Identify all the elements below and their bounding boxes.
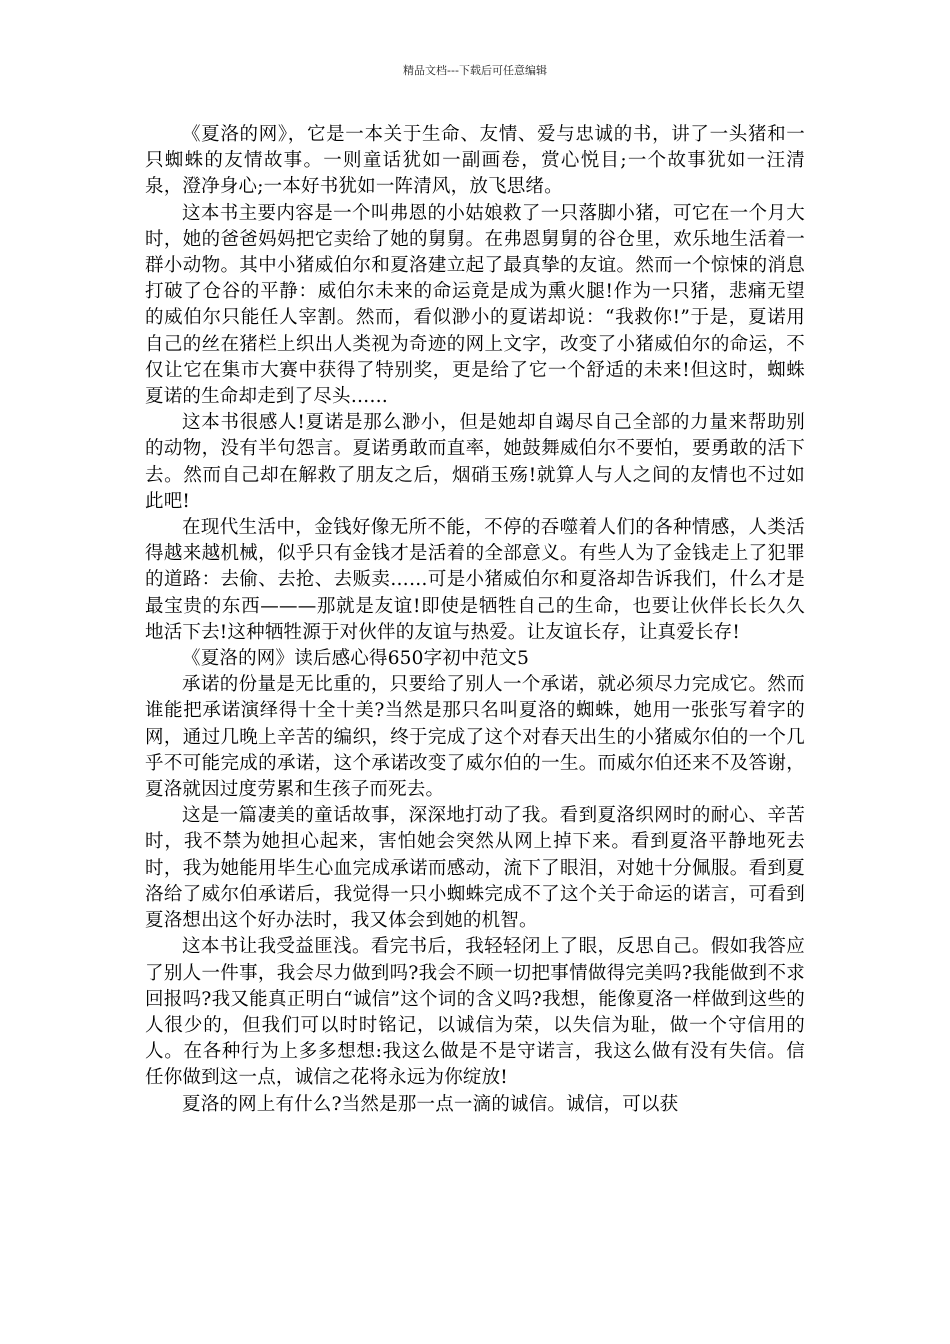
section-heading: 《夏洛的网》读后感心得650字初中范文5 — [182, 648, 530, 670]
paragraph-modern-life: 在现代生活中，金钱好像无所不能，不停的吞噬着人们的各种情感，人类活得越来越机械，似乎只有金钱才是活着的全部意义。有些人为了金钱走上了犯罪的道路：去偷、去抢、去贩卖……可是小猪威伯尔和夏洛却告诉我们，什么才是最宝贵的东西———那就是友谊!即使是牺牲自己的生命，也要让伙伴长长久久地活下去!这种牺牲源于对伙伴的友谊与热爱。让友谊长存，让真爱长存! — [145, 517, 805, 643]
paragraph-touching: 这本书很感人!夏诺是那么渺小，但是她却自竭尽自己全部的力量来帮助别的动物，没有半句怨言。夏诺勇敢而直率，她鼓舞威伯尔不要怕，要勇敢的活下去。然而自己却在解救了朋友之后，烟硝玉殇!就算人与人之间的友情也不过如此吧! — [145, 412, 805, 512]
page-header: 精品文档---下载后可任意编辑 — [403, 64, 547, 77]
paragraph-summary: 这本书主要内容是一个叫弗恩的小姑娘救了一只落脚小猪，可它在一个月大时，她的爸爸妈妈把它卖给了她的舅舅。在弗恩舅舅的谷仓里，欢乐地生活着一群小动物。其中小猪威伯尔和夏洛建立起了最真挚的友谊。然而一个惊悚的消息打破了仓谷的平静：威伯尔未来的命运竟是成为熏火腿!作为一只猪，悲痛无望的威伯尔只能任人宰割。然而，看似渺小的夏诺却说：“我救你!”于是，夏诺用自己的丝在猪栏上织出人类视为奇迹的网上文字，改变了小猪威伯尔的命运，不仅让它在集市大赛中获得了特别奖，更是给了它一个舒适的未来!但这时，蜘蛛夏诺的生命却走到了尽头…… — [145, 202, 805, 408]
paragraph-closing: 夏洛的网上有什么?当然是那一点一滴的诚信。诚信，可以获 — [182, 1093, 679, 1115]
paragraph-story: 这是一篇凄美的童话故事，深深地打动了我。看到夏洛织网时的耐心、辛苦时，我不禁为她担心起来，害怕她会突然从网上掉下来。看到夏洛平静地死去时，我为她能用毕生心血完成承诺而感动，流下了眼泪，对她十分佩服。看到夏洛给了威尔伯承诺后，我觉得一只小蜘蛛完成不了这个关于命运的诺言，可看到夏洛想出这个好办法时，我又体会到她的机智。 — [145, 805, 805, 932]
document-body — [145, 122, 805, 1118]
paragraph-promise: 承诺的份量是无比重的，只要给了别人一个承诺，就必须尽力完成它。然而谁能把承诺演绎得十全十美?当然是那只名叫夏洛的蜘蛛，她用一张张写着字的网，通过几晚上辛苦的编织，终于完成了这个对春天出生的小猪威尔伯的一个几乎不可能完成的承诺，这个承诺改变了威尔伯的一生。而威尔伯还来不及答谢，夏洛就因过度劳累和生孩子而死去。 — [145, 674, 805, 801]
paragraph-reflection: 这本书让我受益匪浅。看完书后，我轻轻闭上了眼，反思自己。假如我答应了别人一件事，我会尽力做到吗?我会不顾一切把事情做得完美吗?我能做到不求回报吗?我又能真正明白“诚信”这个词的含义吗?我想，能像夏洛一样做到这些的人很少的，但我们可以时时铭记，以诚信为荣，以失信为耻，做一个守信用的人。在各种行为上多多想想:我这么做是不是守诺言，我这么做有没有失信。信任你做到这一点，诚信之花将永远为你绽放! — [145, 936, 805, 1089]
paragraph-intro: 《夏洛的网》，它是一本关于生命、友情、爱与忠诚的书，讲了一头猪和一只蜘蛛的友情故事。一则童话犹如一副画卷，赏心悦目;一个故事犹如一汪清泉，澄净身心;一本好书犹如一阵清风，放飞思绪。 — [145, 124, 805, 198]
